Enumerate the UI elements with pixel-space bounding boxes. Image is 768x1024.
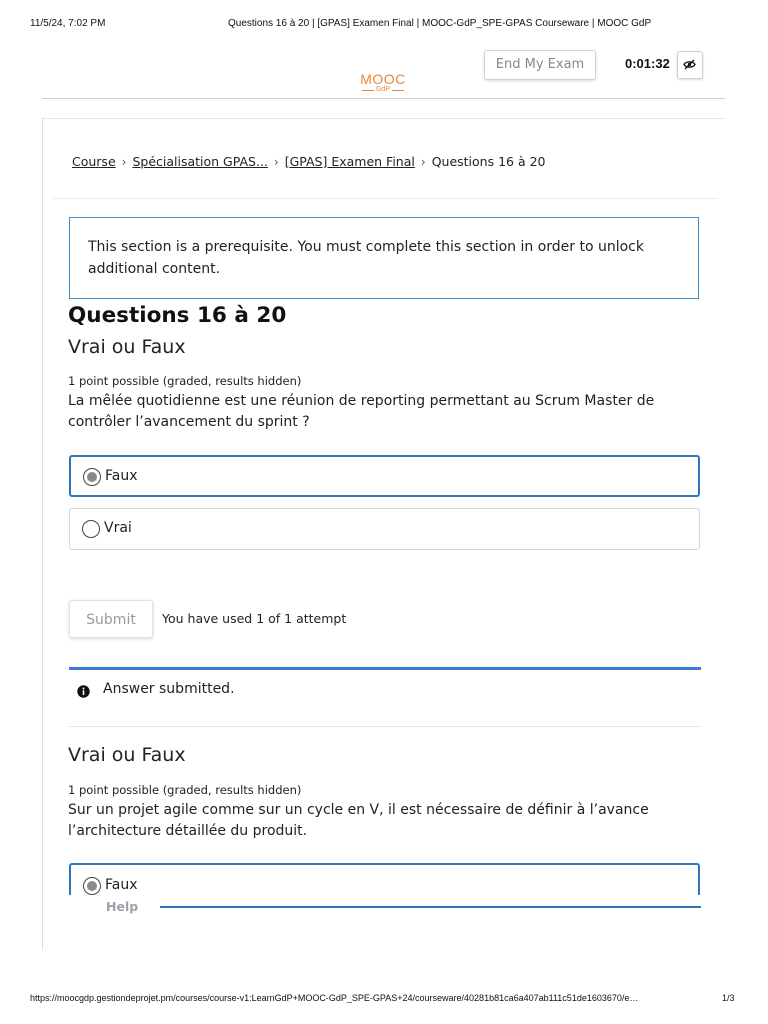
mooc-logo[interactable]: [354, 72, 412, 94]
radio-button[interactable]: [82, 520, 100, 538]
radio-button-selected[interactable]: [83, 468, 101, 486]
breadcrumb-divider: [52, 198, 718, 199]
attempts-text: You have used 1 of 1 attempt: [162, 611, 347, 626]
print-title: Questions 16 à 20 | [GPAS] Examen Final | MOOC-GdP_SPE-GPAS Courseware | MOOC GdP: [228, 18, 652, 29]
breadcrumb: [72, 154, 546, 169]
breadcrumb-separator: ›: [121, 155, 127, 169]
prerequisite-notice: [69, 217, 699, 299]
notice-accent-bar: [69, 667, 701, 670]
end-exam-button[interactable]: End My Exam: [484, 50, 596, 80]
breadcrumb-specialisation[interactable]: Spécialisation GPAS...: [132, 154, 268, 169]
logo-sub: GdP: [354, 86, 412, 94]
breadcrumb-exam[interactable]: [GPAS] Examen Final: [284, 154, 415, 169]
info-icon: [77, 683, 90, 702]
section-title: Questions 16 à 20: [68, 303, 287, 328]
timer-visibility-toggle[interactable]: [677, 51, 703, 79]
breadcrumb-current: Questions 16 à 20: [431, 154, 546, 169]
question-divider: [69, 726, 701, 727]
header-divider: [42, 98, 725, 99]
help-button[interactable]: Help: [106, 899, 139, 914]
logo-main: MOOC: [360, 71, 406, 87]
question-meta: 1 point possible (graded, results hidden): [68, 374, 302, 388]
radio-button-selected[interactable]: [83, 877, 101, 895]
help-divider: [160, 906, 701, 908]
question-text: Sur un projet agile comme sur un cycle en V, il est nécessaire de définir à l’avance l’architecture détaillée du produit.: [68, 802, 649, 839]
choice-faux[interactable]: [69, 455, 700, 497]
print-url: https://moocgdp.gestiondeprojet.pm/courses/course-v1:LearnGdP+MOOC-GdP_SPE-GPAS+24/courseware/40281b81ca6a407ab111c51de1603670/e…: [30, 993, 639, 1003]
question-title: Vrai ou Faux: [68, 744, 186, 766]
choice-label: Vrai: [104, 520, 132, 536]
question-title: Vrai ou Faux: [68, 336, 186, 358]
question-text: La mêlée quotidienne est une réunion de reporting permettant au Scrum Master de contrôler l’avancement du sprint ?: [68, 393, 655, 430]
choice-label: Faux: [105, 468, 138, 484]
breadcrumb-separator: ›: [420, 155, 426, 169]
choice-label: Faux: [105, 877, 138, 893]
content-frame-top: [42, 118, 725, 119]
question-meta: 1 point possible (graded, results hidden): [68, 783, 302, 797]
choice-vrai[interactable]: [69, 508, 700, 550]
content-frame-left: [42, 118, 43, 950]
submit-button[interactable]: Submit: [69, 600, 153, 638]
breadcrumb-course[interactable]: Course: [72, 154, 116, 169]
print-date: 11/5/24, 7:02 PM: [30, 18, 106, 29]
breadcrumb-separator: ›: [273, 155, 279, 169]
answer-submitted-notice: Answer submitted.: [103, 681, 235, 697]
exam-timer: 0:01:32: [625, 56, 670, 71]
prerequisite-text: This section is a prerequisite. You must complete this section in order to unlock additional content.: [88, 239, 644, 277]
print-page-number: 1/3: [722, 993, 735, 1003]
